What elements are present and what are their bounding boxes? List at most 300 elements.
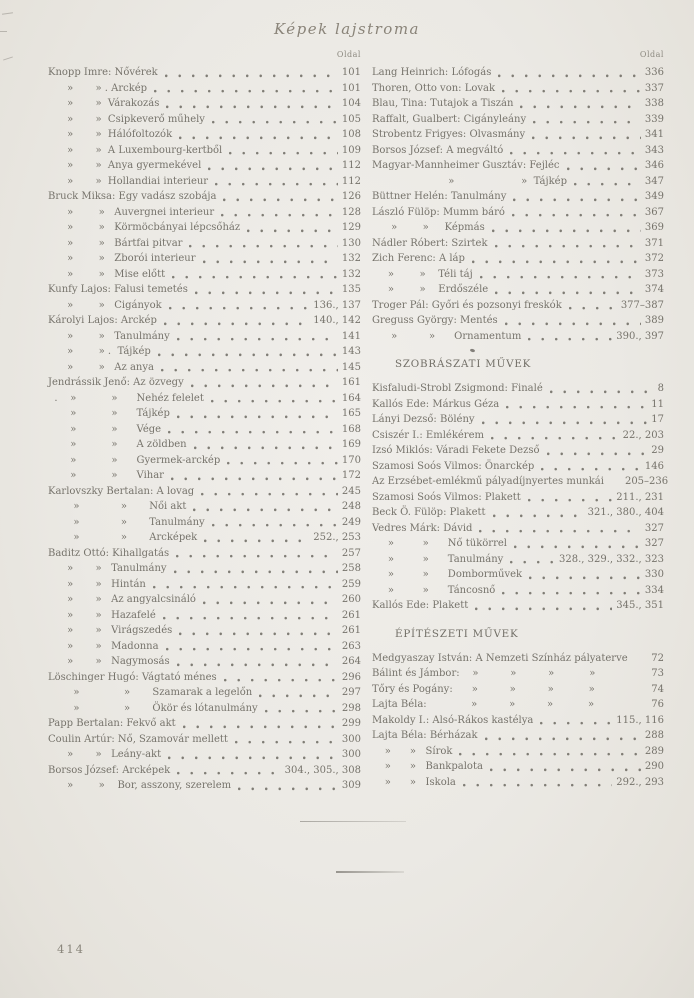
dot-leader (235, 732, 338, 748)
entry-page-number: 205–236 (624, 476, 669, 487)
entry-page-number: 130 (341, 237, 361, 249)
entry-label: » » Körmöcbányai lépcsőház (48, 222, 241, 233)
entry-label: Az Erzsébet-emlékmű pályadíjnyertes munkái (372, 476, 604, 487)
entry-label: Lányi Dezső: Bölény (372, 414, 475, 425)
margin-mark (2, 12, 13, 15)
index-row (372, 298, 664, 314)
dot-leader (611, 474, 621, 490)
dot-leader (532, 127, 641, 143)
entry-label: » » Madonna (48, 640, 159, 652)
entry-label: » » Virágszedés (48, 625, 173, 636)
dot-leader (498, 65, 641, 81)
dot-leader (195, 282, 338, 298)
entry-label: » » Tanulmány (372, 553, 504, 565)
entry-page-number: 74 (651, 683, 664, 695)
index-row (372, 381, 664, 397)
entry-page-number: 259 (341, 578, 361, 590)
dot-leader (164, 313, 309, 329)
entry-label: Kisfaludi-Strobl Zsigmond: Finalé (372, 383, 543, 394)
entry-page-number: 161 (341, 377, 361, 388)
dot-leader (177, 329, 338, 345)
index-row (48, 747, 361, 763)
entry-page-number: 22., 203 (622, 429, 664, 441)
entry-page-number: 372 (644, 253, 664, 264)
entry-label: Thoren, Otto von: Lovak (372, 82, 496, 94)
entry-page-number: 136., 137 (313, 299, 361, 311)
section-heading: ÉPÍTÉSZETI MŰVEK (395, 627, 519, 640)
index-row (48, 344, 361, 360)
dot-leader (540, 713, 612, 729)
index-row (372, 220, 664, 236)
entry-page-number: 172 (341, 470, 361, 481)
entry-label: » » Vihar (48, 470, 164, 481)
entry-page-number: 165 (341, 408, 361, 419)
entry-label: Beck Ö. Fülöp: Plakett (372, 507, 486, 518)
entry-page-number: 297 (341, 687, 361, 698)
entry-page-number: 300 (341, 749, 361, 760)
dot-leader (259, 685, 338, 701)
dot-leader (221, 205, 338, 221)
index-row (48, 282, 361, 298)
index-row (48, 158, 361, 174)
entry-page-number: 146 (644, 460, 664, 472)
entry-label: » » Bártfai pitvar (48, 237, 183, 249)
dot-leader (495, 236, 641, 252)
dot-leader (208, 158, 338, 174)
entry-page-number: 328., 329., 332., 323 (559, 553, 664, 565)
index-row (372, 205, 664, 221)
entry-label: » » Nő tükörrel (372, 538, 507, 549)
dot-leader (183, 716, 338, 732)
dot-leader (533, 112, 641, 128)
index-row (48, 391, 361, 407)
entry-page-number: 248 (341, 501, 361, 512)
entry-page-number: 112 (341, 160, 361, 171)
section-heading: SZOBRÁSZATI MŰVEK (395, 358, 532, 370)
entry-label: Jendrássik Jenő: Az özvegy (48, 377, 184, 388)
index-row (48, 468, 361, 484)
entry-page-number: 129 (341, 222, 361, 233)
entry-label: Bálint és Jámbor: » » » » (372, 668, 596, 679)
entry-page-number: 298 (341, 702, 361, 714)
dot-leader (459, 744, 640, 760)
dot-leader (229, 143, 338, 159)
index-row (48, 654, 361, 670)
index-row (48, 329, 361, 345)
entry-label: » » . Tájkép (48, 346, 151, 357)
entry-label: Knopp Imre: Nővérek (48, 67, 158, 78)
entry-page-number: 108 (341, 129, 361, 140)
entry-page-number: 260 (341, 594, 361, 605)
entry-label: Zich Ferenc: A láp (372, 253, 465, 264)
index-row (372, 236, 664, 252)
dot-leader (479, 521, 640, 537)
dot-leader (514, 536, 641, 552)
dot-leader (601, 697, 647, 713)
index-row (48, 143, 361, 159)
entry-label: » » Mise előtt (48, 268, 166, 280)
entry-page-number: 296 (341, 671, 361, 683)
dot-leader (194, 437, 338, 453)
dot-leader (153, 577, 338, 593)
index-row (372, 567, 664, 583)
entry-label: Medgyaszay István: A Nemzeti Színház pályaterve (372, 652, 628, 664)
index-row (372, 521, 664, 537)
index-row (48, 577, 361, 593)
dot-leader (505, 313, 641, 329)
entry-label: László Fülöp: Mumm báró (372, 206, 505, 218)
dot-leader (541, 459, 641, 475)
dot-leader (203, 592, 338, 608)
index-row (372, 598, 664, 614)
index-row (48, 220, 361, 236)
dot-leader (161, 360, 338, 376)
entry-label: » » Az angyalcsináló (48, 594, 196, 605)
index-row (372, 81, 664, 97)
entry-label: Szamosi Soós Vilmos: Önarckép (372, 460, 535, 472)
entry-label: Szamosi Soós Vilmos: Plakett (372, 491, 521, 503)
index-row (48, 716, 361, 732)
index-row (48, 205, 361, 221)
index-row (372, 251, 664, 267)
dot-leader (247, 220, 338, 236)
index-row (48, 608, 361, 624)
entry-label: Kallós Ede: Márkus Géza (372, 398, 500, 410)
dot-leader (179, 127, 338, 143)
dot-leader (480, 267, 641, 283)
entry-page-number: 170 (341, 454, 361, 466)
entry-page-number: 371 (644, 237, 664, 249)
entry-page-number: 338 (644, 98, 664, 109)
entry-label: . » » Nehéz felelet (48, 392, 204, 404)
index-row (48, 422, 361, 438)
entry-label: Bruck Miksa: Egy vadász szobája (48, 191, 217, 202)
entry-page-number: 292., 293 (616, 776, 664, 788)
dot-leader (520, 96, 641, 112)
entry-page-number: 288 (644, 730, 664, 741)
entry-label: Coulin Artúr: Nő, Szamovár mellett (48, 733, 228, 745)
entry-label: Csiszér I.: Emlékérem (372, 429, 484, 441)
column-header-oldal: Oldal (336, 50, 361, 59)
entry-page-number: 29 (651, 445, 664, 456)
entry-page-number: 109 (341, 144, 361, 156)
entry-label: » » Tanulmány (48, 330, 170, 342)
dot-leader (163, 608, 338, 624)
separator-rule (336, 871, 404, 873)
entry-label: » » Erdőszéle (372, 284, 489, 295)
index-row (48, 546, 361, 562)
entry-page-number: 115., 116 (616, 714, 664, 726)
entry-label: » » Bor, asszony, szerelem (48, 780, 232, 791)
index-row (372, 775, 664, 791)
dot-leader (506, 397, 647, 413)
dot-leader (490, 759, 641, 775)
dot-leader (179, 623, 338, 639)
dot-leader (602, 666, 647, 682)
dot-leader (495, 282, 641, 298)
entry-page-number: 17 (651, 414, 664, 425)
entry-label: Lajta Béla: Bérházak (372, 730, 478, 741)
entry-page-number: 132 (341, 253, 361, 264)
index-row (48, 375, 361, 391)
dot-leader (171, 468, 338, 484)
entry-label: » » Téli táj (372, 268, 473, 280)
index-row (48, 778, 361, 794)
separator-rule (300, 821, 406, 822)
index-row (372, 744, 664, 760)
entry-page-number: 345., 351 (616, 600, 664, 611)
entry-label: » » Tanulmány (48, 516, 205, 528)
entry-label: » » Cigányok (48, 299, 162, 311)
entry-label: Kallós Ede: Plakett (372, 600, 469, 611)
index-row (48, 561, 361, 577)
dot-leader (547, 443, 648, 459)
dot-leader (204, 530, 309, 546)
index-row (372, 443, 664, 459)
dot-leader (567, 158, 641, 174)
index-row (372, 143, 664, 159)
entry-page-number: 169 (341, 439, 361, 450)
entry-page-number: 309 (341, 780, 361, 791)
dot-leader (177, 654, 338, 670)
index-row (48, 701, 361, 717)
dot-leader (502, 583, 641, 599)
index-row (372, 666, 664, 682)
entry-page-number: 249 (341, 516, 361, 528)
entry-label: » » Képmás (372, 222, 485, 233)
entry-label: Nádler Róbert: Szirtek (372, 237, 488, 249)
dot-leader (189, 236, 337, 252)
entry-label: Izsó Miklós: Váradi Fekete Dezső (372, 445, 540, 456)
entry-page-number: 304., 305., 308 (284, 764, 361, 776)
dot-leader (174, 561, 338, 577)
dot-leader (168, 747, 338, 763)
entry-label: Papp Bertalan: Fekvő akt (48, 718, 176, 729)
entry-label: Károlyi Lajos: Arckép (48, 315, 157, 326)
entry-label: » » Arcképek (48, 532, 198, 543)
index-row (48, 763, 361, 779)
entry-label: Kunfy Lajos: Falusi temetés (48, 284, 188, 295)
entry-label: » » A zöldben (48, 439, 187, 450)
entry-page-number: 132 (341, 268, 361, 280)
entry-page-number: 349 (644, 191, 664, 202)
dot-leader (165, 65, 338, 81)
entry-label: Löschinger Hugó: Vágtató ménes (48, 671, 217, 683)
index-row (48, 515, 361, 531)
dot-leader (513, 189, 641, 205)
index-row (372, 189, 664, 205)
entry-page-number: 140., 142 (313, 315, 361, 326)
entry-page-number: 72 (651, 652, 664, 664)
entry-label: » » Domborművek (372, 569, 523, 580)
index-row (48, 453, 361, 469)
index-row (372, 158, 664, 174)
index-row (48, 298, 361, 314)
index-row (48, 251, 361, 267)
entry-label: Tőry és Pogány: » » » » (372, 683, 595, 695)
entry-page-number: 341 (644, 129, 664, 140)
dot-leader (238, 778, 338, 794)
entry-page-number: 261 (341, 609, 361, 621)
margin-mark (3, 56, 13, 60)
entry-page-number: 8 (657, 383, 664, 394)
index-row (48, 484, 361, 500)
entry-page-number: 263 (341, 640, 361, 652)
entry-page-number: 252., 253 (313, 532, 361, 543)
dot-leader (512, 205, 641, 221)
index-row (372, 697, 664, 713)
index-row (48, 81, 361, 97)
entry-page-number: 373 (644, 268, 664, 280)
dot-leader (574, 174, 641, 190)
entry-page-number: 321., 380., 404 (587, 507, 664, 518)
dot-leader (211, 391, 338, 407)
entry-page-number: 128 (341, 206, 361, 218)
index-row (48, 406, 361, 422)
entry-label: » » Gyermek-arckép (48, 454, 221, 466)
entry-page-number: 390., 397 (616, 330, 664, 342)
entry-page-number: 290 (644, 761, 664, 772)
dot-leader (166, 96, 338, 112)
entry-label: Strobentz Frigyes: Olvasmány (372, 129, 526, 140)
dot-leader (227, 453, 338, 469)
index-row (372, 583, 664, 599)
entry-page-number: 141 (341, 330, 361, 342)
entry-label: Magyar-Mannheimer Gusztáv: Fejléc (372, 160, 560, 171)
index-row (372, 682, 664, 698)
entry-label: Vedres Márk: Dávid (372, 522, 473, 534)
dot-leader (203, 251, 338, 267)
entry-page-number: 346 (644, 160, 664, 171)
entry-label: Raffalt, Gualbert: Cigányleány (372, 113, 527, 125)
index-column-right (372, 49, 669, 790)
entry-page-number: 101 (341, 67, 361, 78)
entry-label: Blau, Tina: Tutajok a Tiszán (372, 98, 514, 109)
entry-page-number: 135 (341, 284, 361, 295)
entry-page-number: 300 (341, 733, 361, 745)
entry-label: » » Anya gyermekével (48, 160, 202, 171)
entry-label: » » . Arckép (48, 82, 148, 94)
index-row (372, 474, 669, 490)
entry-page-number: 369 (644, 222, 664, 233)
entry-label: Lang Heinrich: Lófogás (372, 67, 492, 78)
index-row (48, 267, 361, 283)
entry-page-number: 11 (651, 398, 664, 410)
entry-label: Karlovszky Bertalan: A lovag (48, 485, 195, 497)
entry-page-number: 257 (341, 547, 361, 559)
index-row (372, 65, 664, 81)
dot-leader (510, 552, 555, 568)
dot-leader (177, 763, 280, 779)
dot-leader (528, 490, 612, 506)
entry-page-number: 334 (644, 584, 664, 596)
entry-page-number: 330 (644, 569, 664, 580)
index-row (48, 189, 361, 205)
entry-label: » » Női akt (48, 501, 187, 512)
entry-page-number: 343 (644, 144, 664, 156)
entry-page-number: 264 (341, 656, 361, 667)
entry-page-number: 101 (341, 82, 361, 94)
entry-label: » » Hollandiai interieur (48, 175, 209, 187)
page-title: Képek lajstroma (273, 20, 420, 38)
entry-label: » » Hazafelé (48, 609, 156, 621)
entry-page-number: 261 (341, 625, 361, 636)
index-row (48, 530, 361, 546)
entry-page-number: 339 (644, 113, 664, 125)
entry-label: » » Vége (48, 423, 162, 435)
entry-label: » » Szamarak a legelőn (48, 687, 253, 698)
entry-page-number: 327 (644, 522, 664, 534)
index-row (48, 65, 361, 81)
dot-leader (176, 546, 338, 562)
index-row (48, 112, 361, 128)
entry-page-number: 367 (644, 206, 664, 218)
index-row (372, 412, 664, 428)
index-row (372, 552, 664, 568)
index-column-left (48, 49, 361, 794)
index-row (48, 623, 361, 639)
dot-leader (528, 329, 612, 345)
entry-label: Lajta Béla: » » » » (372, 699, 595, 710)
entry-page-number: 389 (644, 315, 664, 326)
index-row (372, 174, 664, 190)
entry-label: Makoldy I.: Alsó-Rákos kastélya (372, 714, 534, 726)
dot-leader (201, 484, 338, 500)
entry-page-number: 168 (341, 423, 361, 435)
index-row (48, 360, 361, 376)
entry-page-number: 73 (651, 668, 664, 679)
index-row (372, 313, 664, 329)
entry-label: » » Sírok (372, 745, 453, 757)
entry-label: » » Bankpalota (372, 761, 483, 772)
entry-label: » » Zborói interieur (48, 253, 196, 264)
dot-leader (482, 412, 648, 428)
entry-label: » » Hálófoltozók (48, 129, 173, 140)
index-row (372, 728, 664, 744)
index-row (372, 397, 664, 413)
index-row (372, 759, 664, 775)
dot-leader (168, 422, 338, 438)
index-row (372, 505, 664, 521)
index-row (48, 313, 361, 329)
entry-label: » » Az anya (48, 361, 154, 373)
entry-label: » » Iskola (372, 776, 456, 788)
dot-leader (602, 682, 647, 698)
index-row (48, 236, 361, 252)
entry-page-number: 299 (341, 718, 361, 729)
dot-leader (212, 112, 338, 128)
index-row (372, 459, 664, 475)
entry-label: » » Hintán (48, 578, 146, 590)
entry-page-number: 211., 231 (616, 491, 664, 503)
entry-page-number: 104 (341, 98, 361, 109)
dot-leader (569, 298, 617, 314)
dot-leader (223, 189, 337, 205)
entry-page-number: 164 (341, 392, 361, 404)
entry-label: Troger Pál: Győri és pozsonyi freskók (372, 299, 562, 311)
dot-leader (502, 81, 641, 97)
entry-page-number: 289 (644, 745, 664, 757)
entry-label: » » Csipkeverő műhely (48, 113, 205, 125)
dot-leader (169, 298, 310, 314)
entry-label: » » Nagymosás (48, 656, 170, 667)
entry-page-number: 105 (341, 113, 361, 125)
dot-leader (265, 701, 338, 717)
index-row (48, 499, 361, 515)
index-row (48, 174, 361, 190)
entry-label: Borsos József: A megváltó (372, 144, 504, 156)
column-header-oldal: Oldal (639, 50, 664, 59)
